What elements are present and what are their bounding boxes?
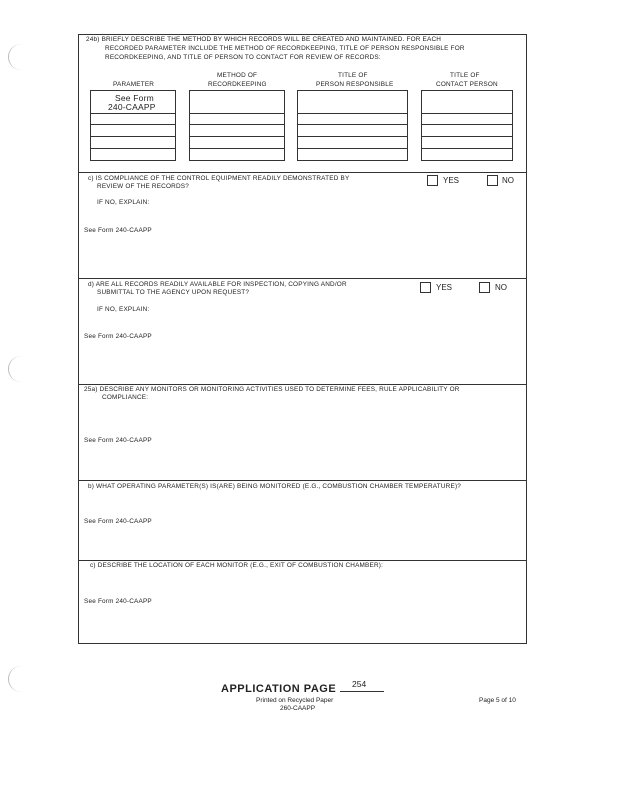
answer-24c[interactable]: See Form 240-CAAPP — [84, 227, 152, 234]
question-25b: b) WHAT OPERATING PARAMETER(S) IS(ARE) BEING MONITORED (E.G., COMBUSTION CHAMBER TEMPERATURE)? — [88, 483, 462, 490]
divider-25a-25b — [78, 480, 526, 481]
binder-hole-bottom — [8, 666, 23, 692]
no-label-24d: NO — [495, 283, 507, 292]
question-24d-line2: SUBMITTAL TO THE AGENCY UPON REQUEST? — [97, 289, 250, 296]
parameter-column-grid[interactable] — [90, 90, 176, 161]
question-24c-line2: REVIEW OF THE RECORDS? — [97, 183, 189, 190]
question-25a-line1: 25a) DESCRIBE ANY MONITORS OR MONITORING ACTIVITIES USED TO DETERMINE FEES, RULE APPLICABILITY OR — [84, 386, 460, 393]
yes-checkbox-24c[interactable] — [427, 175, 438, 186]
form-left-border — [78, 34, 79, 644]
parameter-entry-line2: 240-CAAPP — [108, 102, 156, 112]
form-id: 260-CAAPP — [280, 705, 316, 712]
question-24b-line3: RECORDKEEPING, AND TITLE OF PERSON TO CONTACT FOR REVIEW OF RECORDS: — [105, 54, 381, 61]
responsible-column-grid[interactable] — [297, 90, 408, 161]
column-header-parameter: PARAMETER — [113, 81, 155, 88]
form-top-border — [78, 34, 526, 35]
method-column-grid[interactable] — [189, 90, 285, 161]
application-page-number: 254 — [352, 679, 367, 689]
no-label-24c: NO — [502, 176, 514, 185]
application-page-title: APPLICATION PAGE — [221, 683, 337, 695]
answer-25c[interactable]: See Form 240-CAAPP — [84, 598, 152, 605]
contact-column-grid[interactable] — [421, 90, 513, 161]
question-24b-line1: 24b) BRIEFLY DESCRIBE THE METHOD BY WHICH RECORDS WILL BE CREATED AND MAINTAINED. FOR EACH — [86, 36, 442, 43]
column-header-responsible-line1: TITLE OF — [338, 72, 368, 79]
divider-25b-25c — [78, 560, 526, 561]
binder-hole-middle — [8, 356, 23, 382]
question-25a-line2: COMPLIANCE: — [102, 394, 149, 401]
explain-label-24d: IF NO, EXPLAIN: — [97, 306, 150, 313]
answer-25b[interactable]: See Form 240-CAAPP — [84, 518, 152, 525]
column-header-responsible-line2: PERSON RESPONSIBLE — [316, 81, 394, 88]
divider-24b-24c — [78, 172, 526, 173]
answer-25a[interactable]: See Form 240-CAAPP — [84, 437, 152, 444]
page-of-count: Page 5 of 10 — [479, 697, 516, 704]
parameter-entry-line1: See Form — [115, 93, 154, 103]
question-24c-line1: c) IS COMPLIANCE OF THE CONTROL EQUIPMENT READILY DEMONSTRATED BY — [88, 175, 350, 182]
form-bottom-border — [78, 643, 526, 644]
divider-24d-25a — [78, 384, 526, 385]
page-number-underline — [340, 691, 384, 692]
yes-label-24d: YES — [436, 283, 453, 292]
yes-checkbox-24d[interactable] — [420, 282, 431, 293]
binder-hole-top — [8, 44, 23, 70]
divider-24c-24d — [78, 278, 526, 279]
column-header-method-line1: METHOD OF — [217, 72, 258, 79]
yes-label-24c: YES — [443, 176, 460, 185]
no-checkbox-24d[interactable] — [479, 282, 490, 293]
question-24d-line1: d) ARE ALL RECORDS READILY AVAILABLE FOR INSPECTION, COPYING AND/OR — [88, 281, 347, 288]
question-25c: c) DESCRIBE THE LOCATION OF EACH MONITOR (E.G., EXIT OF COMBUSTION CHAMBER): — [90, 562, 384, 569]
column-header-method-line2: RECORDKEEPING — [208, 81, 267, 88]
answer-24d[interactable]: See Form 240-CAAPP — [84, 333, 152, 340]
column-header-contact-line1: TITLE OF — [450, 72, 480, 79]
recycled-paper-note: Printed on Recycled Paper — [256, 697, 334, 704]
question-24b-line2: RECORDED PARAMETER INCLUDE THE METHOD OF RECORDKEEPING, TITLE OF PERSON RESPONSIBLE FOR — [105, 45, 465, 52]
column-header-contact-line2: CONTACT PERSON — [436, 81, 498, 88]
form-right-border — [526, 34, 527, 644]
no-checkbox-24c[interactable] — [487, 175, 498, 186]
explain-label-24c: IF NO, EXPLAIN: — [97, 199, 150, 206]
